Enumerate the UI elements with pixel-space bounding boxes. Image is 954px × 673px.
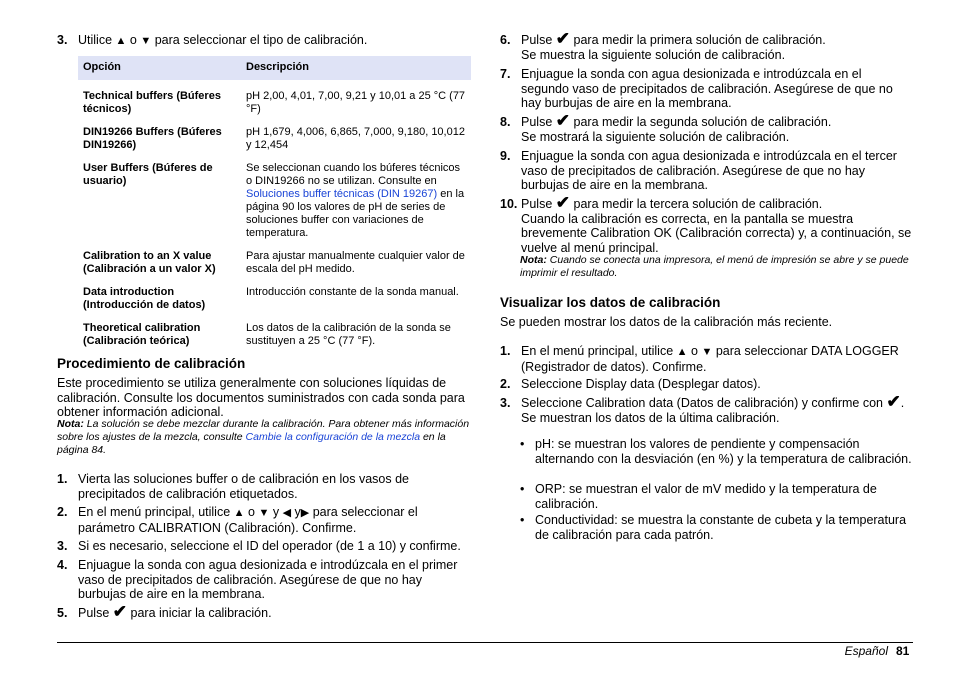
table-row xyxy=(78,245,471,281)
mixing-note xyxy=(57,418,471,457)
arrow-down-icon: ▼ xyxy=(258,507,270,519)
step-4-rinse-probe xyxy=(57,558,471,602)
bullet-ph xyxy=(520,437,912,466)
description-text: en la página 90 los valores de pH de series de soluciones buffer con variaciones de temperatura. xyxy=(246,188,465,239)
step-number: 1. xyxy=(500,344,511,358)
footer-language: Español xyxy=(844,644,888,658)
description-text: Se seleccionan cuando los búferes técnicos o DIN19266 no se utilizan. Consulte en xyxy=(246,162,461,187)
step-text: Enjuague la sonda con agua desionizada e introdúzcala en el primer vaso de precipitados de calibración. Asegúrese de que no hay burbujas de aire en la membrana. xyxy=(78,558,458,601)
note-label: Nota: xyxy=(520,254,547,266)
step-text: para seleccionar el tipo de calibración. xyxy=(154,33,368,47)
note-text: en la página 84. xyxy=(57,431,446,456)
checkmark-icon: ✔ xyxy=(112,602,128,621)
option-cell: DIN19266 Buffers (Búferes DIN19266) xyxy=(83,126,222,151)
step-number: 6. xyxy=(500,33,511,47)
view-step-3-calibration-data xyxy=(500,392,912,425)
step-text: Pulse xyxy=(521,33,553,47)
step-text: o xyxy=(691,344,698,358)
step-result-text: Se mostrará la siguiente solución de calibración. xyxy=(521,129,790,144)
step-text: o xyxy=(248,505,255,519)
step-9-rinse-third xyxy=(500,149,912,193)
bullet-dot: • xyxy=(520,482,525,496)
step-text: Pulse xyxy=(78,606,110,620)
view-data-heading: Visualizar los datos de calibración xyxy=(500,295,721,310)
arrow-left-icon: ◀ xyxy=(282,507,292,519)
step-7-rinse-second xyxy=(500,67,912,111)
arrow-up-icon: ▲ xyxy=(676,346,688,358)
column-header-description: Descripción xyxy=(241,56,471,80)
checkmark-icon: ✔ xyxy=(555,193,571,212)
footer-divider xyxy=(57,642,913,643)
procedure-intro: Este procedimiento se utiliza generalmente con soluciones líquidas de calibración. Consulte los documentos suministrados con cada sonda para obtener información adicional. xyxy=(57,376,465,419)
arrow-down-icon: ▼ xyxy=(140,35,152,47)
step-result-text: Cuando la calibración es correcta, en la pantalla se muestra brevemente Calibration OK (Calibración correcta) y, a continuación, se vuelve al menú principal. xyxy=(521,211,912,255)
step-result-text: Se muestran los datos de la última calibración. xyxy=(521,410,780,425)
step-text: para iniciar la calibración. xyxy=(130,606,272,620)
step-number: 8. xyxy=(500,115,511,129)
step-text: y xyxy=(294,505,301,519)
step-text: Seleccione Display data (Desplegar datos). xyxy=(521,377,761,391)
note-label: Nota: xyxy=(57,418,84,430)
mixing-settings-link[interactable]: Cambie la configuración de la mezcla xyxy=(245,431,421,443)
bullet-orp xyxy=(520,482,912,511)
description-cell xyxy=(241,157,471,245)
step-text: o xyxy=(129,33,137,47)
description-cell: Los datos de la calibración de la sonda se sustituyen a 25 °C (77 °F). xyxy=(246,322,451,347)
step-text: Enjuague la sonda con agua desionizada e introdúzcala en el segundo vaso de precipitados de calibración. Asegúrese de que no hay burbujas de aire en la membrana. xyxy=(521,67,893,110)
step-text: . xyxy=(900,396,905,410)
step-number: 1. xyxy=(57,472,68,486)
bullet-text: ORP: se muestran el valor de mV medido y la temperatura de calibración. xyxy=(535,482,877,511)
step-8-measure-second xyxy=(500,111,912,144)
note-text: La solución se debe mezclar durante la calibración. Para obtener más información sobre los ajustes de la mezcla, consulte xyxy=(57,418,470,443)
table-header-row xyxy=(78,56,471,80)
table-row xyxy=(78,317,471,353)
buffer-solutions-link[interactable]: Soluciones buffer técnicas (DIN 19267) xyxy=(246,188,438,200)
step-number: 7. xyxy=(500,67,511,81)
step-2-select-calibration xyxy=(57,505,471,535)
step-number: 10. xyxy=(500,197,518,211)
arrow-up-icon: ▲ xyxy=(233,507,245,519)
step-number: 3. xyxy=(57,33,68,47)
description-cell: pH 1,679, 4,006, 6,865, 7,000, 9,180, 10,012 y 12,454 xyxy=(246,126,465,151)
arrow-up-icon: ▲ xyxy=(115,35,127,47)
bullet-conductivity xyxy=(520,513,912,542)
view-step-1-data-logger xyxy=(500,344,912,374)
step-1-pour-buffers xyxy=(57,472,471,501)
step-text: Si es necesario, seleccione el ID del operador (de 1 a 10) y confirme. xyxy=(78,539,461,553)
option-cell: Data introduction (Introducción de datos) xyxy=(83,286,206,311)
table-row xyxy=(78,80,471,121)
step-text: y xyxy=(272,505,280,519)
printer-note xyxy=(520,254,912,280)
step-number: 2. xyxy=(57,505,68,519)
bullet-text: pH: se muestran los valores de pendiente y compensación alternando con la desviación (en %) y la temperatura de calibración. xyxy=(535,437,912,466)
description-cell: Para ajustar manualmente cualquier valor de escala del pH medido. xyxy=(246,250,465,275)
step-number: 9. xyxy=(500,149,511,163)
step-6-measure-first xyxy=(500,29,912,62)
procedure-heading: Procedimiento de calibración xyxy=(57,356,246,371)
note-text: Cuando se conecta una impresora, el menú de impresión se abre y se puede imprimir el resultado. xyxy=(520,254,909,279)
step-text: En el menú principal, utilice xyxy=(521,344,674,358)
step-text: para seleccionar el parámetro CALIBRATION (Calibración). Confirme. xyxy=(78,505,418,535)
step-text: para medir la primera solución de calibración. xyxy=(573,33,826,47)
column-header-option: Opción xyxy=(78,56,241,80)
table-row xyxy=(78,157,471,245)
checkmark-icon: ✔ xyxy=(555,111,571,130)
option-cell: Technical buffers (Búferes técnicos) xyxy=(83,90,221,115)
bullet-text: Conductividad: se muestra la constante de cubeta y la temperatura de calibración para cada patrón. xyxy=(535,513,907,542)
step-text: Utilice xyxy=(78,33,113,47)
step-text: Pulse xyxy=(521,197,553,211)
description-cell: Introducción constante de la sonda manual. xyxy=(246,286,459,298)
step-text: Vierta las soluciones buffer o de calibración en los vasos de precipitados de calibración etiquetados. xyxy=(78,472,409,501)
step-text: Seleccione Calibration data (Datos de calibración) y confirme con xyxy=(521,396,883,410)
description-cell: pH 2,00, 4,01, 7,00, 9,21 y 10,01 a 25 °C (77 °F) xyxy=(246,90,466,115)
step-text: Enjuague la sonda con agua desionizada e introdúzcala en el tercer vaso de precipitados de calibración. Asegúrese de que no hay burbujas de aire en la membrana. xyxy=(521,149,897,192)
checkmark-icon: ✔ xyxy=(886,392,901,411)
table-row xyxy=(78,281,471,317)
step-text: para medir la segunda solución de calibración. xyxy=(573,115,832,129)
checkmark-icon: ✔ xyxy=(555,29,571,48)
arrow-right-icon: ▶ xyxy=(300,507,310,519)
step-result-text: Se muestra la siguiente solución de calibración. xyxy=(521,47,786,62)
step-3-select-type xyxy=(57,33,471,49)
step-5-start-calibration xyxy=(57,602,471,621)
view-step-2-display-data xyxy=(500,377,912,392)
bullet-dot: • xyxy=(520,513,525,527)
step-3-operator-id xyxy=(57,539,471,554)
calibration-options-table xyxy=(78,56,471,353)
option-cell: Theoretical calibration (Calibración teórica) xyxy=(83,322,201,347)
option-cell: Calibration to an X value (Calibración a un valor X) xyxy=(83,250,216,275)
step-10-measure-third xyxy=(500,193,912,255)
step-number: 3. xyxy=(500,396,511,410)
step-number: 4. xyxy=(57,558,68,572)
option-cell: User Buffers (Búferes de usuario) xyxy=(83,162,213,187)
step-text: para medir la tercera solución de calibración. xyxy=(573,197,823,211)
step-number: 3. xyxy=(57,539,68,553)
step-number: 5. xyxy=(57,606,68,620)
step-text: para seleccionar DATA LOGGER (Registrador de datos). Confirme. xyxy=(521,344,899,374)
step-text: Pulse xyxy=(521,115,553,129)
page-number: 81 xyxy=(896,644,910,658)
bullet-dot: • xyxy=(520,437,525,451)
view-data-intro: Se pueden mostrar los datos de la calibración más reciente. xyxy=(500,315,833,329)
step-number: 2. xyxy=(500,377,511,391)
step-text: En el menú principal, utilice xyxy=(78,505,231,519)
arrow-down-icon: ▼ xyxy=(701,346,713,358)
table-row xyxy=(78,121,471,157)
